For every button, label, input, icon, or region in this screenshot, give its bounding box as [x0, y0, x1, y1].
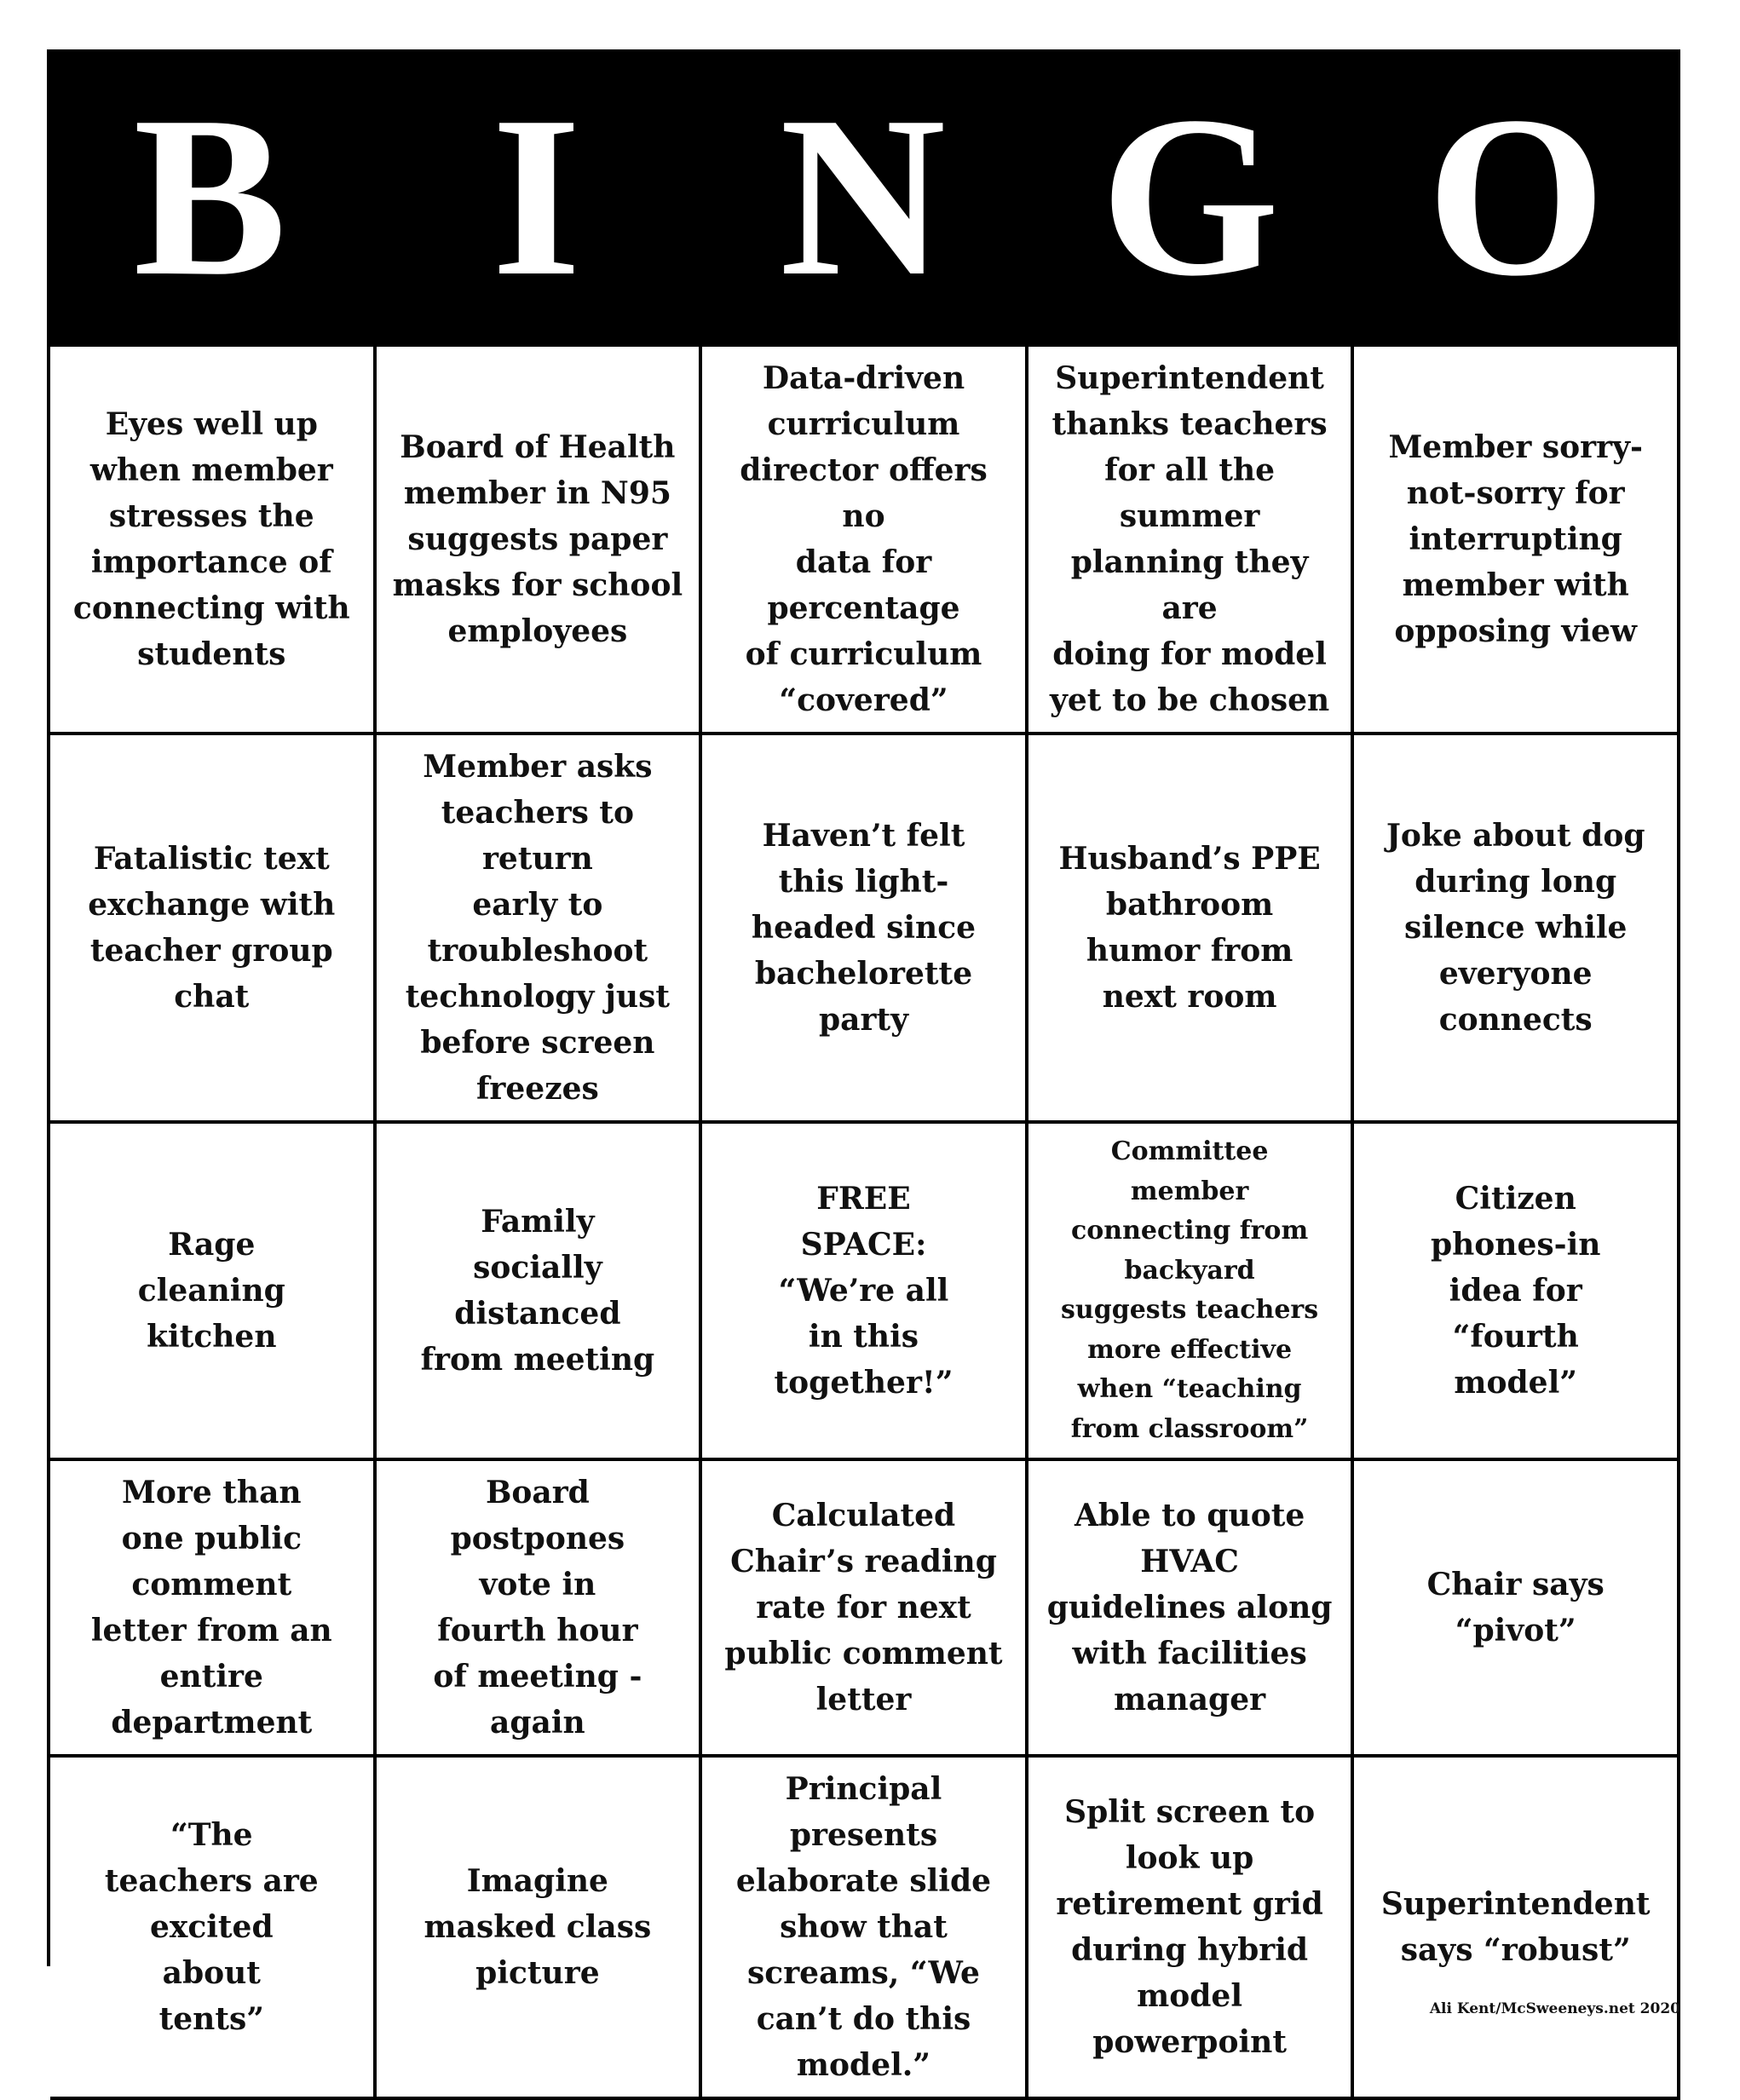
- cell-text: Eyes well up when member stresses the importance of connecting with students: [72, 406, 350, 672]
- bingo-cell-r3-c5: [1354, 1124, 1680, 1461]
- cell-text: Member sorry- not-sorry for interrupting member with opposing view: [1388, 429, 1643, 649]
- cell-text: Fatalistic text exchange with teacher group chat: [88, 841, 336, 1015]
- cell-text: “The teachers are excited about tents”: [104, 1817, 319, 2037]
- cell-text: Board of Health member in N95 suggests paper masks for school employees: [392, 429, 683, 649]
- bingo-cell-r2-c1: [50, 735, 377, 1124]
- bingo-cell-r1-c3: [702, 347, 1028, 735]
- cell-text: Haven’t felt this light- headed since bachelorette party: [751, 818, 977, 1038]
- cell-text: Superintendent says “robust”: [1380, 1886, 1651, 1968]
- header-letter-g: G: [1100, 68, 1280, 324]
- bingo-cell-r5-c4: [1028, 1758, 1355, 2100]
- bingo-cell-r2-c3: [702, 735, 1028, 1124]
- header-letter-n: N: [780, 68, 946, 324]
- cell-text: Rage cleaning kitchen: [137, 1227, 285, 1355]
- cell-text: Chair says “pivot”: [1426, 1567, 1605, 1648]
- bingo-cell-r2-c2: [377, 735, 703, 1124]
- bingo-cell-r4-c5: [1354, 1461, 1680, 1758]
- credit-line: Ali Kent/McSweeneys.net 2020: [1429, 2000, 1680, 2017]
- bingo-header: [47, 49, 1680, 343]
- bingo-cell-r1-c1: [50, 347, 377, 735]
- cell-text: Principal presents elaborate slide show that screams, “We can’t do this model.”: [735, 1771, 992, 2083]
- cell-text: Committee member connecting from backyard suggests teachers more effective when “teaching from classroom”: [1061, 1136, 1319, 1444]
- bingo-cell-r5-c3: [702, 1758, 1028, 2100]
- bingo-cell-r4-c2: [377, 1461, 703, 1758]
- bingo-cell-free-space: [702, 1124, 1028, 1461]
- bingo-cell-r5-c5: [1354, 1758, 1680, 2100]
- cell-text: Calculated Chair’s reading rate for next public comment letter: [724, 1498, 1003, 1717]
- bingo-cell-r1-c2: [377, 347, 703, 735]
- header-letter-o: O: [1426, 68, 1606, 324]
- cell-text: Joke about dog during long silence while everyone connects: [1386, 818, 1645, 1038]
- bingo-cell-r4-c1: [50, 1461, 377, 1758]
- cell-text: Citizen phones-in idea for “fourth model”: [1430, 1181, 1601, 1401]
- cell-text: Member asks teachers to return early to troubleshoot technology just before screen freezes: [405, 749, 670, 1107]
- bingo-cell-r2-c5: [1354, 735, 1680, 1124]
- bingo-cell-r1-c4: [1028, 347, 1355, 735]
- cell-text: Split screen to look up retirement grid during hybrid model powerpoint: [1056, 1794, 1323, 2060]
- bingo-cell-r5-c1: [50, 1758, 377, 2100]
- bingo-cell-r3-c2: [377, 1124, 703, 1461]
- cell-text: Husband’s PPE bathroom humor from next room: [1058, 841, 1321, 1015]
- bingo-cell-r2-c4: [1028, 735, 1355, 1124]
- bingo-cell-r5-c2: [377, 1758, 703, 2100]
- bingo-cell-r4-c3: [702, 1461, 1028, 1758]
- cell-text: More than one public comment letter from an entire department: [90, 1475, 332, 1740]
- cell-text: FREE SPACE: “We’re all in this together!”: [774, 1181, 954, 1401]
- bingo-cell-r1-c5: [1354, 347, 1680, 735]
- cell-text: Superintendent thanks teachers for all the summer planning they are doing for model yet to be chosen: [1049, 360, 1330, 718]
- header-letter-b: B: [133, 68, 287, 324]
- header-letter-i: I: [491, 68, 582, 324]
- bingo-cell-r4-c4: [1028, 1461, 1355, 1758]
- cell-text: Family socially distanced from meeting: [420, 1204, 655, 1378]
- cell-text: Able to quote HVAC guidelines along with facilities manager: [1046, 1498, 1333, 1717]
- bingo-cell-r3-c4: [1028, 1124, 1355, 1461]
- cell-text: Imagine masked class picture: [423, 1863, 652, 1991]
- cell-text: Board postpones vote in fourth hour of meeting - again: [433, 1475, 642, 1740]
- cell-text: Data-driven curriculum director offers no data for percentage of curriculum “covered”: [740, 360, 988, 718]
- bingo-cell-r3-c1: [50, 1124, 377, 1461]
